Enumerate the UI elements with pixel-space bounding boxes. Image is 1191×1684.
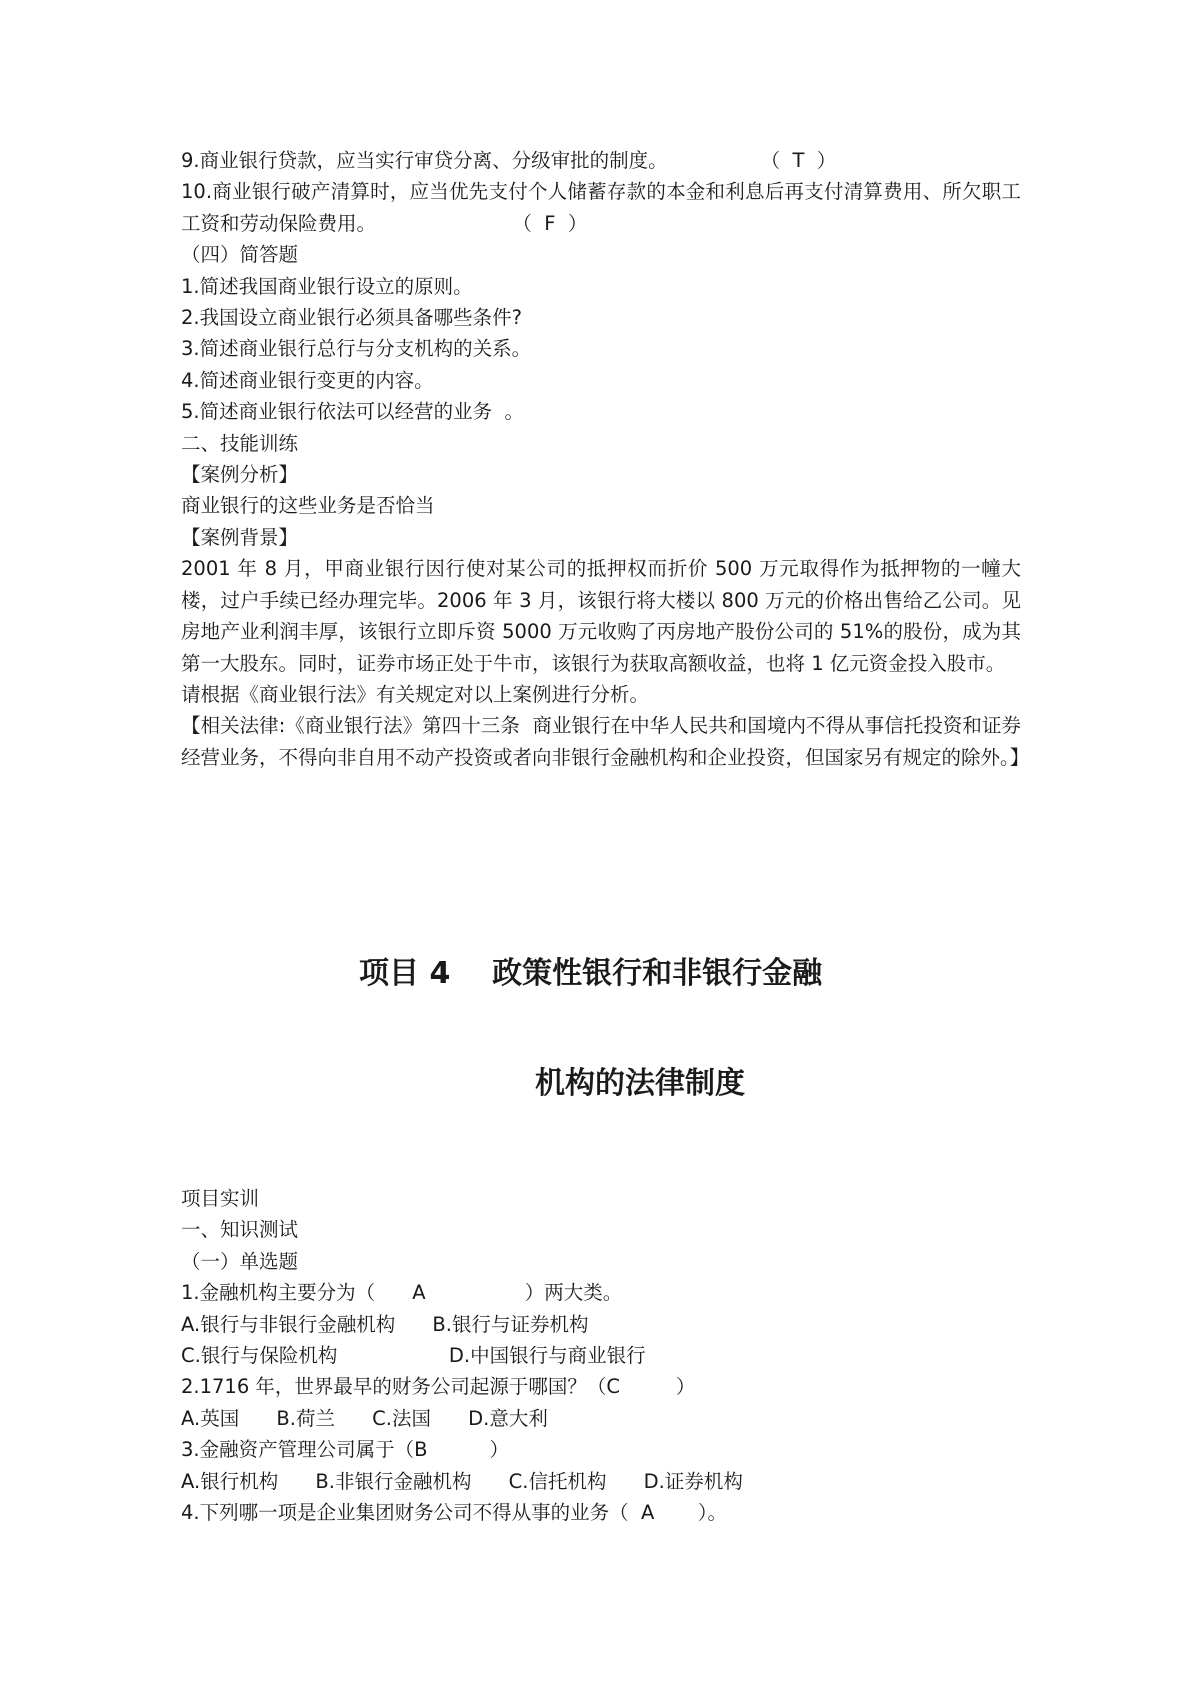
related-law-paragraph: 【相关法律:《商业银行法》第四十三条 商业银行在中华人民共和国境内不得从事信托投资和证券经营业务，不得向非自用不动产投资或者向非银行金融机构和企业投资，但国家另有规定的除外。】	[181, 714, 1030, 769]
case-background-paragraph: 2001 年 8 月，甲商业银行因行使对某公司的抵押权而折价 500 万元取得作为抵押物的一幢大楼，过户手续已经办理完毕。2006 年 3 月，该银行将大楼以 800 万元的价格出售给乙公司。见房地产业利润丰厚，该银行立即斥资 5000 万元收购了丙房地产股份公司的 51%的股份，成为其第一大股东。同时，证券市场正处于牛市，该银行为获取高额收益，也将 1 亿元资金投入股市。	[181, 557, 1021, 675]
part2-text	[181, 1183, 1021, 1528]
mc-question-4: 4.下列哪一项是企业集团财务公司不得从事的业务（ A ）。	[181, 1501, 727, 1525]
project-training-label: 项目实训	[181, 1187, 260, 1210]
section-heading-skills: 二、技能训练	[181, 431, 299, 455]
part1-text	[181, 145, 1030, 773]
mc-question-2: 2.1716 年，世界最早的财务公司起源于哪国？（C ）	[181, 1375, 696, 1399]
judgment-item-10: 10.商业银行破产清算时，应当优先支付个人储蓄存款的本金和利息后再支付清算费用、所欠职工工资和劳动保险费用。 （ F ）	[181, 180, 1021, 235]
chapter-title-line-2: 机构的法律制度	[535, 1066, 745, 1101]
question-5: 5.简述商业银行依法可以经营的业务 。	[181, 400, 525, 424]
question-4: 4.简述商业银行变更的内容。	[181, 368, 434, 392]
section-heading-single-choice: （一）单选题	[181, 1249, 299, 1273]
mc-question-3-options: A.银行机构 B.非银行金融机构 C.信托机构 D.证券机构	[181, 1469, 743, 1493]
mc-question-3: 3.金融资产管理公司属于（B ）	[181, 1438, 509, 1462]
section-heading-knowledge-test: 一、知识测试	[181, 1218, 299, 1242]
case-background-label: 【案例背景】	[181, 525, 299, 549]
question-2: 2.我国设立商业银行必须具备哪些条件?	[181, 306, 522, 330]
section-heading-short-answer: （四）简答题	[181, 243, 299, 267]
judgment-item-9: 9.商业银行贷款，应当实行审贷分离、分级审批的制度。 （ T ）	[181, 149, 837, 172]
mc-question-1-options-ab: A.银行与非银行金融机构 B.银行与证券机构	[181, 1312, 589, 1336]
case-title: 商业银行的这些业务是否恰当	[181, 494, 435, 518]
question-3: 3.简述商业银行总行与分支机构的关系。	[181, 337, 532, 361]
mc-question-2-options: A.英国 B.荷兰 C.法国 D.意大利	[181, 1406, 548, 1430]
chapter-title-line-1: 项目 4 政策性银行和非银行金融	[359, 956, 823, 991]
mc-question-1: 1.金融机构主要分为（ A ）两大类。	[181, 1281, 623, 1305]
case-analysis-label: 【案例分析】	[181, 463, 299, 487]
question-1: 1.简述我国商业银行设立的原则。	[181, 274, 473, 298]
mc-question-1-options-cd: C.银行与保险机构 D.中国银行与商业银行	[181, 1344, 646, 1368]
case-instruction: 请根据《商业银行法》有关规定对以上案例进行分析。	[181, 682, 650, 706]
